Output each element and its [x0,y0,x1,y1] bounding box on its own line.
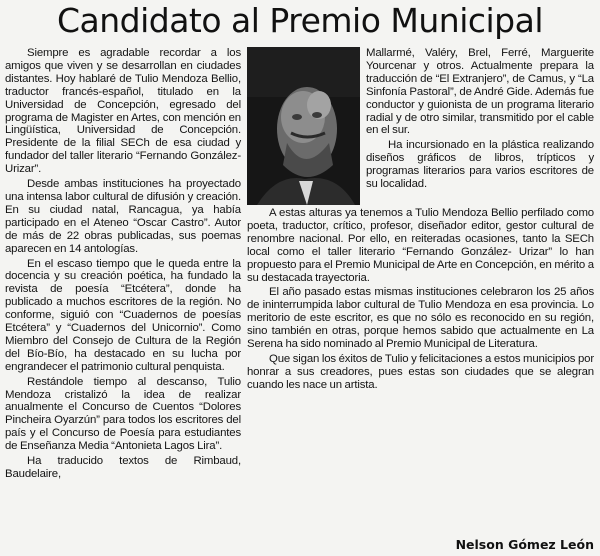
paragraph: Ha incursionado en la plástica realizando diseños gráficos de libros, trípticos y programas literarios para varios escritores de su localidad. [366,139,594,191]
author-photo [247,47,360,205]
column-right-bottom [247,207,594,392]
paragraph: Siempre es agradable recordar a los amigos que viven y se desarrollan en ciudades distantes. Hoy hablaré de Tulio Mendoza Bellio, traductor francés-español, titulado en la Universidad de Concepción, egresado del programa de Magister en Artes, con mención en Lingüística, Universidad de Concepción. Presidente de la filial SECh de esa ciudad y fundador del taller literario “Fernando González-Urizar”. [5,47,241,176]
paragraph: A estas alturas ya tenemos a Tulio Mendoza Bellio perfilado como poeta, traductor, crítico, profesor, diseñador editor, gestor cultural de renombre nacional. Por ello, en reiteradas ocasiones, tanto la SECh local como el taller literario “Fernando González- Urizar” lo han propuesto para el Premio Municipal de Arte en Concepción, en mérito a su destacada trayectoria. [247,207,594,284]
paragraph: Restándole tiempo al descanso, Tulio Mendoza cristalizó la idea de realizar anualmente el Concurso de Cuentos “Dolores Pincheira Oyarzún” para todos los escritores del país y el Concurso de Poesía para estudiantes de Enseñanza Media “Antonieta Lagos Lira”. [5,375,241,453]
paragraph: Mallarmé, Valéry, Brel, Ferré, Marguerite Yourcenar y otros. Actualmente prepara la traducción de “El Extranjero”, de Camus, y “La Sinfonía Pastoral”, de André Gide. Además fue conductor y guionista de un programa literario radial y de otro similar, transmitido por el cable en el sur. [366,47,594,137]
paragraph: Ha traducido textos de Rimbaud, Baudelaire, [5,455,241,480]
paragraph: Desde ambas instituciones ha proyectado una intensa labor cultural de difusión y creación. En su ciudad natal, Rancagua, ya había participado en el Ateneo “Oscar Castro”. Autor de más de 22 obras publicadas, sus poemas aparecen en 14 antologías. [5,178,241,255]
paragraph: El año pasado estas mismas instituciones celebraron los 25 años de ininterrumpida labor cultural de Tulio Mendoza en esa provincia. Lo meritorio de este escritor, es que no sólo es reconocido en su región, sino también en otras, porque hemos sabido que actualmente en La Serena ha sido nominado al Premio Municipal de Literatura. [247,286,594,351]
column-right-top [366,47,594,191]
paragraph: En el escaso tiempo que le queda entre la docencia y su creación poética, ha fundado la revista de poesía “Etcétera”, donde ha publicado a muchos escritores de la región. No conforme, siguió con “Cuadernos de poesías Etcétera” y “Cuadernos del Unicornio”. Como Miembro del Consejo de Cultura de la Región del Bío-Bío, ha destacado en su lucha por engrandecer el patrimonio cultural penquista. [5,257,241,373]
portrait-image [247,47,360,205]
column-left [5,47,241,481]
article-title: Candidato al Premio Municipal [56,1,544,40]
author-byline: Nelson Gómez León [455,537,594,552]
paragraph: Que sigan los éxitos de Tulio y felicitaciones a estos municipios por honrar a sus creadores, pues estas son ciudades que se alegran cuando les nace un artista. [247,352,594,391]
